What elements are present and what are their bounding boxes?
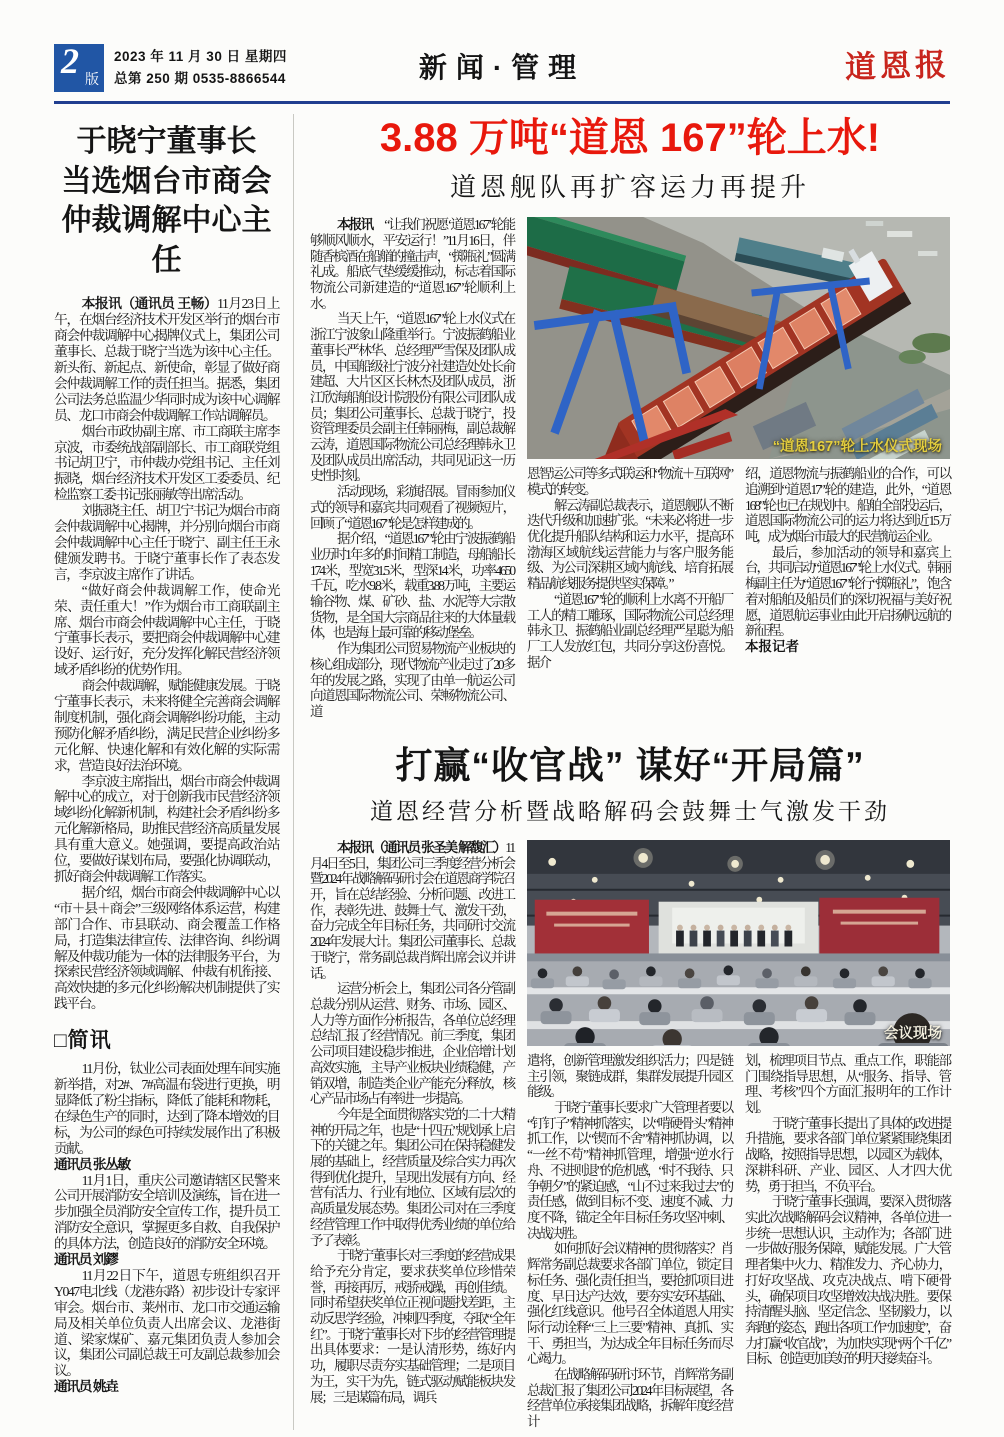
article1-right-area	[527, 217, 950, 720]
para: 李京波主席指出，烟台市商会仲裁调解中心的成立，对于创新我市民营经济领域纠纷化解新机制，构建社会矛盾纠纷多元化解新格局，助推民营经济高质量发展具有重大意义。她强调，要提高政治站位，要做好谋划布局，要强化协调联动，抓好商会仲裁调解工作落实。	[54, 773, 279, 884]
article1-col2	[527, 466, 732, 670]
brief-signature: 通讯员 刘鏐	[54, 1252, 118, 1268]
title-line: 于晓宁董事长	[76, 125, 257, 158]
date-issue-block	[114, 46, 287, 89]
briefs-header: □简讯	[54, 1029, 112, 1053]
para: 烟台市政协副主席、市工商联主席李京波，市委统战部副部长、市工商联党组书记胡卫宁，市仲裁办党组书记、主任刘振晓，烟台经济技术开发区工委委员、纪检监察工委书记张丽敏等出席活动。	[54, 423, 279, 503]
article1-col1	[310, 217, 514, 720]
para: 绍，道恩物流与振鹤船业的合作，可以追溯到“道恩17”轮的建造，此外，“道恩168”轮也已在规划中。船舶全部投运后，道恩国际物流公司的运力将达到近15万吨，成为烟台市最大的民营航运企业。	[745, 466, 950, 544]
left-article-title	[54, 122, 279, 280]
para: 于晓宁董事长要求广大管理者要以“钉钉子”精神抓落实，以“啃硬骨头”精神抓工作，以“锲而不舍”精神抓协调，以“一丝不苟”精神抓管理，增强“逆水行舟、不进则退”的危机感，“时不我待、只争朝夕”的紧迫感，“山不过来我过去”的责任感，做到目标不变、速度不减、力度不降，锚定全年目标任务攻坚冲刺、决战决胜。	[527, 1100, 732, 1241]
left-column	[54, 114, 294, 1430]
left-article-body	[54, 296, 279, 1012]
para	[54, 296, 279, 423]
para-text: “让我们祝愿‘道恩167’轮能够顺风顺水，平安运行！”11月16日，伴随香槟酒在船艏的撞击声，“掷瓶礼”圆满礼成。船底气垫缓缓推动，标志着国际物流公司新建造的“道恩167”轮顺利上水。	[310, 217, 514, 311]
photo2-caption: 会议现场	[884, 1025, 942, 1042]
article1-subcolumns	[527, 466, 950, 670]
briefs-list	[54, 1061, 279, 1395]
para: 刘振晓主任、胡卫宁书记为烟台市商会仲裁调解中心揭牌，并分别向烟台市商会仲裁调解中心主任于晓宁、副主任王永健颁发聘书。于晓宁董事长作了表态发言，李京波主席作了讲话。	[54, 503, 279, 582]
article2-headline: 打赢“收官战” 谋好“开局篇”	[395, 744, 865, 786]
para: 据介绍，烟台市商会仲裁调解中心以“市＋县＋商会”三级网络体系运营，构建部门合作、市县联动、商会覆盖工作格局，打造集法律宣传、法律咨询、纠纷调解及仲裁功能为一体的法律服务平台，为探索民营经济领域调解、仲裁有机衔接、高效快捷的多元化纠纷解决机制提供了实践平台。	[54, 884, 279, 1012]
conference-photo-art	[527, 840, 950, 1046]
dateline-lead: 本报讯（通讯员 张圣美 解馥汇）	[337, 839, 506, 855]
para: 据介绍，“道恩167”轮由宁波振鹤船业历时1年多的时间精工制造，母船船长174米，型宽31.5米，型深14米，功率4650千瓦，吃水9.8米，载重3.88万吨，主要运输谷物、煤、矿砂、盐、水泥等大宗散货物，是全国大宗商品往来的大体量载体，也是海上最可靠的移动堡垒。	[310, 531, 514, 641]
para-text: 11月4日至5日，集团公司三季度经营分析会暨2024年战略解码研讨会在道恩商学院召开，旨在总结经验、分析问题、改进工作，表彰先进、鼓舞士气、激发干劲，奋力完成全年目标任务，共同研讨交流2024年发展大计。集团公司董事长、总裁于晓宁，常务副总裁肖辉出席会议并讲话。	[310, 839, 514, 981]
para: 划，梳理项目节点、重点工作，职能部门围绕指导思想，从“服务、指导、管理、考核”四个方面汇报明年的工作计划。	[745, 1052, 950, 1116]
para: 遣将，创新管理激发组织活力；四是链主引领，聚链成群，集群发展提升园区能级。	[527, 1052, 732, 1100]
brief-item: 11月22日下午，道恩专班组织召开Y047电北线（龙港东路）初步设计专家评审会。烟台市、莱州市、龙口市交通运输局及相关单位负责人出席会议、龙港街道、梁家煤矿、嘉元集团负责人参加会议，集团公司副总裁王可友副总裁参加会议。	[54, 1267, 279, 1379]
para: 当天上午，“道恩167”轮上水仪式在浙江宁波象山隆重举行。宁波振鹤船业董事长严林华、总经理严雪保及团队成员，中国船级社宁波分社建造处处长俞建超、大片区区长林杰及团队成员，浙江欣海船舶设计院股份有限公司团队成员；集团公司董事长、总裁于晓宁，投资管理委员会副主任韩丽梅，副总裁解云涛，道恩国际物流公司总经理韩永卫及团队成员出席活动，共同见证这一历史性时刻。	[310, 311, 514, 484]
article2-subtitle: 道恩经营分析暨战略解码会鼓舞士气激发干劲	[370, 799, 890, 825]
section-title: 新闻·管理	[418, 52, 586, 83]
edition-number-box	[54, 41, 104, 92]
edition-number: 2	[61, 41, 79, 81]
para: 在战略解码研讨环节，肖辉常务副总裁汇报了集团公司2024年目标展望，各经营单位承接集团战略，拆解年度经营计	[527, 1367, 732, 1430]
page-header	[54, 41, 951, 92]
ship-launch-photo	[527, 217, 950, 459]
para: 商会仲裁调解，赋能健康发展。于晓宁董事长表示，未来将健全完善商会调解制度机制，强化商会调解纠纷功能，主动预防化解矛盾纠纷，满足民营企业纠纷多元化解、快速化解和有效化解的实际需求，营造良好法治环境。	[54, 678, 279, 773]
main-column	[294, 114, 950, 1430]
para: 解云涛副总裁表示，道恩舰队不断迭代升级和加速扩张。“未来必将进一步优化提升船队结构和运力水平，提高环渤海区域航线运营能力与客户服务能级、为公司深耕区域内航线、培育拓展精品航线服务提供坚实保障。”	[527, 497, 732, 592]
masthead-logo: 道恩报	[844, 46, 951, 85]
para: 恩智运公司等多式联运和“物流＋互联网”模式的转变。	[527, 466, 732, 497]
article2-body	[310, 840, 950, 1430]
para: 运营分析会上，集团公司各分管副总裁分别从运营、财务、市场、园区、人力等方面作分析报告，各单位总经理总结汇报了经营情况。前三季度，集团公司项目建设稳步推进，企业倍增计划高效实施，主导产业板块业绩稳健，产销双增，制造类企业产能充分释放，核心产品市场占有率进一步提高。	[310, 981, 514, 1107]
article1-subtitle: 道恩舰队再扩容运力再提升	[449, 173, 810, 202]
para: 作为集团公司贸易物流产业板块的核心组成部分，现代物流产业走过了20多年的发展之路，实现了由单一航运公司向道恩国际物流公司、荣畅物流公司、道	[310, 641, 514, 719]
conference-photo	[527, 840, 950, 1046]
article2-right-area	[527, 840, 950, 1430]
dateline-lead: 本报讯	[337, 217, 385, 233]
brief-item: 11月份，钛业公司表面处理车间实施新举措，对2#、7#高温布袋进行更换，明显降低了粉尘指标，降低了能耗和物耗，在绿色生产的同时，达到了降本增效的目标，为公司的绿色可持续发展作出了积极贡献。	[54, 1061, 279, 1156]
para: 于晓宁董事长强调，要深入贯彻落实此次战略解码会议精神，各单位进一步统一思想认识，主动作为；各部门进一步做好服务保障，赋能发展。广大管理者集中火力、精准发力、齐心协力，打好攻坚战、攻克决战点、啃下硬骨头，确保项目攻坚增效决战决胜。要保持清醒头脑、坚定信念、坚韧毅力，以奔跑的姿态，跑出各项工作“加速度”，奋力打赢“收官战”，为加快实现“两个千亿”目标、创造更加美好的明天接续奋斗。	[745, 1194, 950, 1367]
para-text: 11月23日上午，在烟台经济技术开发区举行的烟台市商会仲裁调解中心揭牌仪式上，集团公司董事长、总裁于晓宁当选为该中心主任。新头衔、新起点、新使命，彰显了做好商会仲裁调解工作的责任担当。据悉，集团公司法务总监温少华同时成为该中心调解员、龙口市商会仲裁调解工作站调解员。	[54, 296, 279, 423]
issue-line: 总第 250 期 0535-8866544	[114, 71, 286, 86]
article2-col1	[310, 840, 514, 1430]
brief-item: 11月1日，重庆公司邀请辖区民警来公司开展消防安全培训及演练，旨在进一步加强全员消防安全宣传工作，提升员工消防安全意识，掌握更多自救、自我保护的具体方法，创造良好的消防安全环境。	[54, 1172, 279, 1252]
brief-signature: 通讯员 张丛敏	[54, 1156, 130, 1172]
para: 今年是全面贯彻落实党的二十大精神的开局之年，也是“十四五”规划承上启下的关键之年。集团公司在保持稳健发展的基础上，经营质量及综合实力再次得到优化提升，呈现出发展有方向、经营有活力、行业有地位、区域有层次的高质量发展态势。集团公司对在三季度经营管理工作中取得优秀业绩的单位给予了表彰。	[310, 1106, 514, 1248]
para: 最后，参加活动的领导和嘉宾上台，共同启动“道恩167”轮上水仪式。韩丽梅副主任为“道恩167”轮行“掷瓶礼”，饱含着对船舶及船员们的深切祝福与美好祝愿，道恩航运事业由此开启扬帆远航的新征程。	[745, 544, 950, 639]
dateline-lead: 本报讯（通讯员 王畅）	[81, 296, 218, 312]
article1-byline: 本报记者	[745, 638, 799, 654]
edition-label: 版	[85, 71, 99, 87]
para: 活动现场，彩旗招展。冒雨参加仪式的领导和嘉宾共同观看了视频短片，回顾了“道恩167”轮是怎样建成的。	[310, 484, 514, 531]
header-rule	[54, 101, 950, 104]
para	[310, 840, 514, 981]
para: 于晓宁董事长提出了具体的改进提升措施，要求各部门单位紧紧围绕集团战略，按照指导思想，以园区为载体，深耕科研、产业、园区、人才四大优势，勇于担当，不负平台。	[745, 1115, 950, 1194]
title-line: 仲裁调解中心主任	[61, 204, 272, 277]
para: 于晓宁董事长对三季度的经营成果给予充分肯定，要求获奖单位珍惜荣誉，再接再厉，戒骄戒躁，再创佳绩。同时希望获奖单位正视问题找差距，主动反思学经验，冲刺四季度，夺取“全年红”。于晓宁董事长对下步的经营管理提出具体要求：一是认清形势，练好内功，履职尽责夯实基础管理；二是项目为王，实干为先，链式驱动赋能板块发展；三是谋篇布局，调兵	[310, 1248, 514, 1405]
para: “做好商会仲裁调解工作，使命光荣、责任重大！”作为烟台市工商联副主席、烟台市商会仲裁调解中心主任，于晓宁董事长表示，要把商会仲裁调解中心建设好、运行好，充分发挥化解民营经济领域矛盾纠纷的优势作用。	[54, 582, 279, 678]
brief-signature: 通讯员 姚垚	[54, 1379, 118, 1395]
article2-col2	[527, 1053, 732, 1430]
para	[310, 217, 514, 311]
article1-body	[310, 217, 950, 720]
para: 如何抓好会议精神的贯彻落实？肖辉常务副总裁要求各部门单位，锁定目标任务、强化责任担当，要抢抓项目进度、早日达产达效，要夯实安环基础、强化红线意识。他号召全体道恩人用实际行动诠释“三上三要”精神、真抓、实干、勇担当，为达成全年目标任务而尽心竭力。	[527, 1241, 732, 1367]
page-content	[54, 114, 950, 1430]
article2-col3	[745, 1053, 950, 1430]
para: “道恩167”轮的顺利上水离不开船厂工人的精工雕琢，国际物流公司总经理韩永卫、振鹤船业副总经理严星聪为船厂工人发放红包，共同分享这份喜悦。据介	[527, 591, 732, 670]
date-line: 2023 年 11 月 30 日 星期四	[114, 49, 287, 65]
photo1-caption: “道恩167”轮上水仪式现场	[772, 438, 942, 455]
ship-launch-photo-art	[527, 217, 950, 459]
title-line: 当选烟台市商会	[61, 164, 272, 198]
article1-col3	[745, 466, 950, 670]
edition-block	[54, 41, 354, 92]
article2-subcolumns	[527, 1053, 950, 1430]
article1-headline: 3.88 万吨“道恩 167”轮上水!	[379, 116, 881, 160]
